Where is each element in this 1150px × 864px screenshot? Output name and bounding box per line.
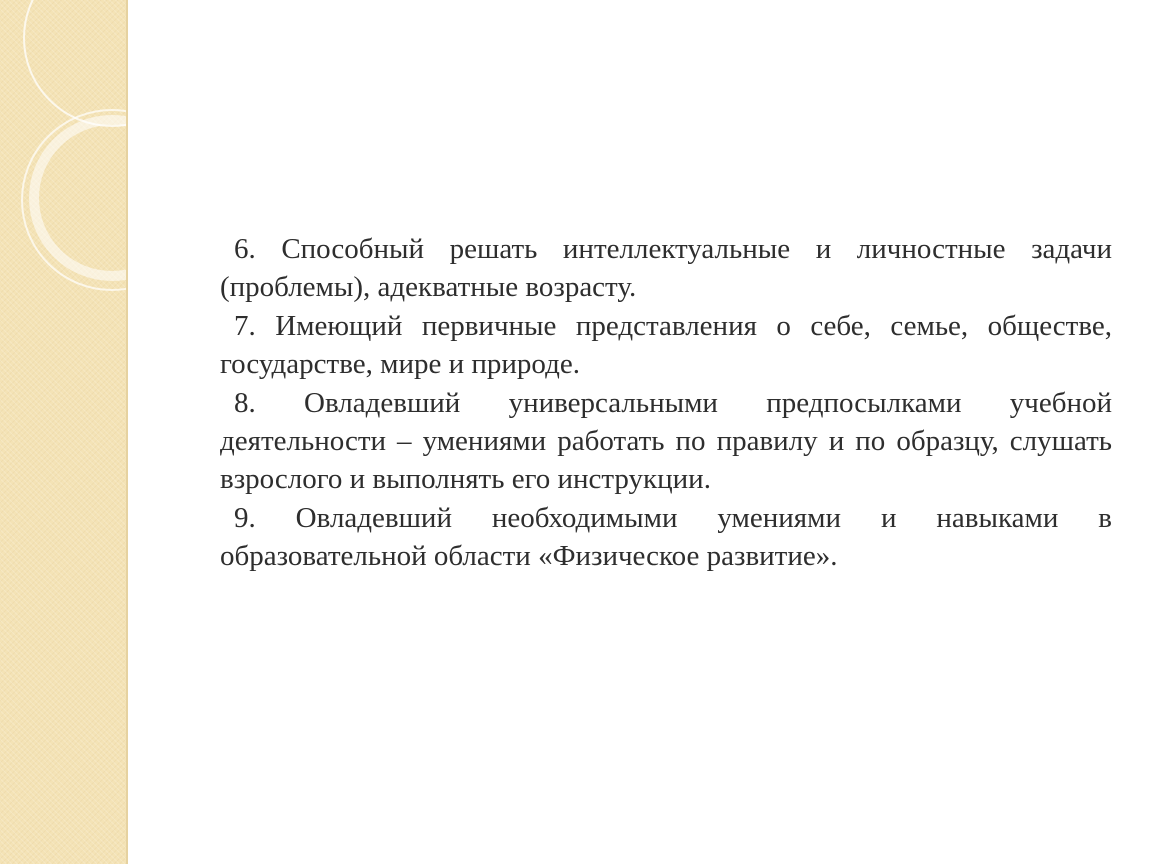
list-item-8: 8. Овладевший универсальными предпосылками учебной деятельности – умениями работать по правилу и по образцу, слушать взрослого и выполнять его инструкции. [220, 387, 1112, 495]
slide-body-text [220, 230, 1112, 576]
decorative-ring-large [24, 0, 126, 126]
list-item-6: 6. Способный решать интеллектуальные и личностные задачи (проблемы), адекватные возрасту. [220, 233, 1112, 303]
decorative-side-band [0, 0, 128, 864]
decorative-rings-graphic [0, 0, 126, 864]
list-item-9: 9. Овладевший необходимыми умениями и навыками в образовательной области «Физическое развитие». [220, 502, 1112, 572]
list-item-7: 7. Имеющий первичные представления о себе, семье, обществе, государстве, мире и природе. [220, 310, 1112, 380]
decorative-ring-thick [34, 120, 126, 276]
